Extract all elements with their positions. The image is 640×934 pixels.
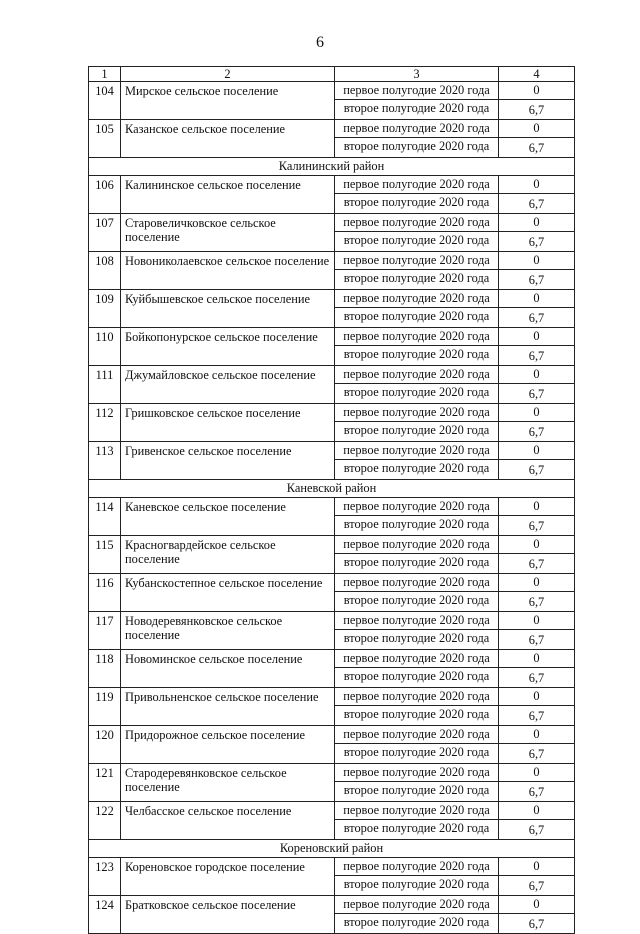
table-row — [89, 802, 575, 820]
row-number: 107 — [89, 214, 121, 252]
period-label: второе полугодие 2020 года — [335, 592, 499, 612]
tariff-table — [88, 66, 575, 934]
period-label: второе полугодие 2020 года — [335, 100, 499, 120]
table-row — [89, 176, 575, 194]
period-label: второе полугодие 2020 года — [335, 706, 499, 726]
period-value: 6,7 — [499, 138, 575, 158]
period-value: 0 — [499, 858, 575, 876]
row-number: 105 — [89, 120, 121, 158]
period-label: первое полугодие 2020 года — [335, 214, 499, 232]
row-number: 124 — [89, 896, 121, 934]
period-label: второе полугодие 2020 года — [335, 876, 499, 896]
period-value: 0 — [499, 650, 575, 668]
row-number: 111 — [89, 366, 121, 404]
settlement-name: Куйбышевское сельское поселение — [121, 290, 335, 328]
period-value: 6,7 — [499, 744, 575, 764]
period-label: второе полугодие 2020 года — [335, 346, 499, 366]
period-label: второе полугодие 2020 года — [335, 270, 499, 290]
row-number: 114 — [89, 498, 121, 536]
table-row — [89, 290, 575, 308]
period-label: второе полугодие 2020 года — [335, 232, 499, 252]
period-value: 6,7 — [499, 422, 575, 442]
table-row — [89, 252, 575, 270]
table-row — [89, 366, 575, 384]
period-value: 0 — [499, 896, 575, 914]
period-label: первое полугодие 2020 года — [335, 858, 499, 876]
period-label: второе полугодие 2020 года — [335, 782, 499, 802]
period-value: 6,7 — [499, 554, 575, 574]
table-row — [89, 650, 575, 668]
period-value: 0 — [499, 498, 575, 516]
period-label: первое полугодие 2020 года — [335, 404, 499, 422]
settlement-name: Мирское сельское поселение — [121, 82, 335, 120]
period-label: первое полугодие 2020 года — [335, 498, 499, 516]
period-label: второе полугодие 2020 года — [335, 308, 499, 328]
row-number: 123 — [89, 858, 121, 896]
settlement-name: Гришковское сельское поселение — [121, 404, 335, 442]
period-value: 6,7 — [499, 914, 575, 934]
period-value: 6,7 — [499, 876, 575, 896]
table-row — [89, 498, 575, 516]
period-value: 0 — [499, 120, 575, 138]
district-row — [89, 840, 575, 858]
table-row — [89, 214, 575, 232]
period-label: второе полугодие 2020 года — [335, 668, 499, 688]
row-number: 108 — [89, 252, 121, 290]
page-number: 6 — [316, 34, 324, 51]
period-label: второе полугодие 2020 года — [335, 138, 499, 158]
period-label: первое полугодие 2020 года — [335, 574, 499, 592]
period-value: 0 — [499, 802, 575, 820]
table-row — [89, 574, 575, 592]
row-number: 115 — [89, 536, 121, 574]
period-label: второе полугодие 2020 года — [335, 384, 499, 404]
row-number: 109 — [89, 290, 121, 328]
district-row — [89, 158, 575, 176]
period-value: 6,7 — [499, 232, 575, 252]
period-value: 6,7 — [499, 308, 575, 328]
table-row — [89, 82, 575, 100]
period-label: первое полугодие 2020 года — [335, 726, 499, 744]
period-value: 0 — [499, 688, 575, 706]
period-value: 0 — [499, 252, 575, 270]
settlement-name: Бойкопонурское сельское поселение — [121, 328, 335, 366]
period-value: 6,7 — [499, 782, 575, 802]
period-value: 6,7 — [499, 668, 575, 688]
row-number: 119 — [89, 688, 121, 726]
period-label: первое полугодие 2020 года — [335, 290, 499, 308]
header-cell-4: 4 — [499, 67, 575, 82]
period-value: 0 — [499, 176, 575, 194]
header-cell-3: 3 — [335, 67, 499, 82]
settlement-name: Кореновское городское поселение — [121, 858, 335, 896]
table-body — [89, 67, 575, 934]
period-label: первое полугодие 2020 года — [335, 536, 499, 554]
table-row — [89, 726, 575, 744]
period-value: 6,7 — [499, 384, 575, 404]
period-value: 6,7 — [499, 460, 575, 480]
row-number: 106 — [89, 176, 121, 214]
settlement-name: Каневское сельское поселение — [121, 498, 335, 536]
settlement-name: Гривенское сельское поселение — [121, 442, 335, 480]
period-value: 0 — [499, 82, 575, 100]
table-row — [89, 896, 575, 914]
table-row — [89, 764, 575, 782]
table-row — [89, 328, 575, 346]
row-number: 112 — [89, 404, 121, 442]
period-value: 6,7 — [499, 592, 575, 612]
row-number: 118 — [89, 650, 121, 688]
settlement-name: Новониколаевское сельское поселение — [121, 252, 335, 290]
settlement-name: Кубанскостепное сельское поселение — [121, 574, 335, 612]
row-number: 121 — [89, 764, 121, 802]
period-value: 6,7 — [499, 820, 575, 840]
period-label: первое полугодие 2020 года — [335, 802, 499, 820]
table-row — [89, 120, 575, 138]
period-value: 6,7 — [499, 346, 575, 366]
period-label: первое полугодие 2020 года — [335, 764, 499, 782]
settlement-name: Старовеличковское сельское поселение — [121, 214, 335, 252]
period-label: второе полугодие 2020 года — [335, 194, 499, 214]
period-label: первое полугодие 2020 года — [335, 252, 499, 270]
period-label: первое полугодие 2020 года — [335, 120, 499, 138]
period-label: первое полугодие 2020 года — [335, 328, 499, 346]
period-value: 6,7 — [499, 516, 575, 536]
row-number: 120 — [89, 726, 121, 764]
period-label: второе полугодие 2020 года — [335, 914, 499, 934]
period-label: второе полугодие 2020 года — [335, 744, 499, 764]
row-number: 113 — [89, 442, 121, 480]
period-label: первое полугодие 2020 года — [335, 442, 499, 460]
period-label: второе полугодие 2020 года — [335, 516, 499, 536]
period-label: второе полугодие 2020 года — [335, 422, 499, 442]
period-value: 0 — [499, 726, 575, 744]
district-name: Кореновский район — [89, 840, 575, 858]
district-name: Калининский район — [89, 158, 575, 176]
district-row — [89, 480, 575, 498]
period-value: 6,7 — [499, 630, 575, 650]
settlement-name: Придорожное сельское поселение — [121, 726, 335, 764]
period-value: 0 — [499, 536, 575, 554]
period-value: 0 — [499, 328, 575, 346]
period-value: 0 — [499, 612, 575, 630]
period-value: 0 — [499, 290, 575, 308]
table-row — [89, 404, 575, 422]
period-label: первое полугодие 2020 года — [335, 82, 499, 100]
row-number: 104 — [89, 82, 121, 120]
period-label: первое полугодие 2020 года — [335, 896, 499, 914]
table-row — [89, 612, 575, 630]
settlement-name: Челбасское сельское поселение — [121, 802, 335, 840]
period-value: 0 — [499, 574, 575, 592]
row-number: 122 — [89, 802, 121, 840]
header-cell-1: 1 — [89, 67, 121, 82]
settlement-name: Стародеревянковское сельское поселение — [121, 764, 335, 802]
period-label: первое полугодие 2020 года — [335, 612, 499, 630]
period-label: второе полугодие 2020 года — [335, 820, 499, 840]
settlement-name: Привольненское сельское поселение — [121, 688, 335, 726]
header-row — [89, 67, 575, 82]
settlement-name: Казанское сельское поселение — [121, 120, 335, 158]
row-number: 116 — [89, 574, 121, 612]
period-value: 6,7 — [499, 194, 575, 214]
table-row — [89, 858, 575, 876]
period-label: второе полугодие 2020 года — [335, 630, 499, 650]
settlement-name: Джумайловское сельское поселение — [121, 366, 335, 404]
settlement-name: Новодеревянковское сельское поселение — [121, 612, 335, 650]
row-number: 110 — [89, 328, 121, 366]
settlement-name: Красногвардейское сельское поселение — [121, 536, 335, 574]
settlement-name: Братковское сельское поселение — [121, 896, 335, 934]
period-label: первое полугодие 2020 года — [335, 688, 499, 706]
table-row — [89, 442, 575, 460]
period-value: 6,7 — [499, 270, 575, 290]
period-value: 0 — [499, 442, 575, 460]
table-row — [89, 688, 575, 706]
period-label: первое полугодие 2020 года — [335, 366, 499, 384]
period-value: 6,7 — [499, 706, 575, 726]
period-value: 0 — [499, 404, 575, 422]
period-value: 6,7 — [499, 100, 575, 120]
row-number: 117 — [89, 612, 121, 650]
period-value: 0 — [499, 214, 575, 232]
period-label: второе полугодие 2020 года — [335, 554, 499, 574]
settlement-name: Новоминское сельское поселение — [121, 650, 335, 688]
table-row — [89, 536, 575, 554]
period-label: второе полугодие 2020 года — [335, 460, 499, 480]
period-label: первое полугодие 2020 года — [335, 650, 499, 668]
settlement-name: Калининское сельское поселение — [121, 176, 335, 214]
district-name: Каневской район — [89, 480, 575, 498]
period-value: 0 — [499, 366, 575, 384]
period-value: 0 — [499, 764, 575, 782]
period-label: первое полугодие 2020 года — [335, 176, 499, 194]
header-cell-2: 2 — [121, 67, 335, 82]
